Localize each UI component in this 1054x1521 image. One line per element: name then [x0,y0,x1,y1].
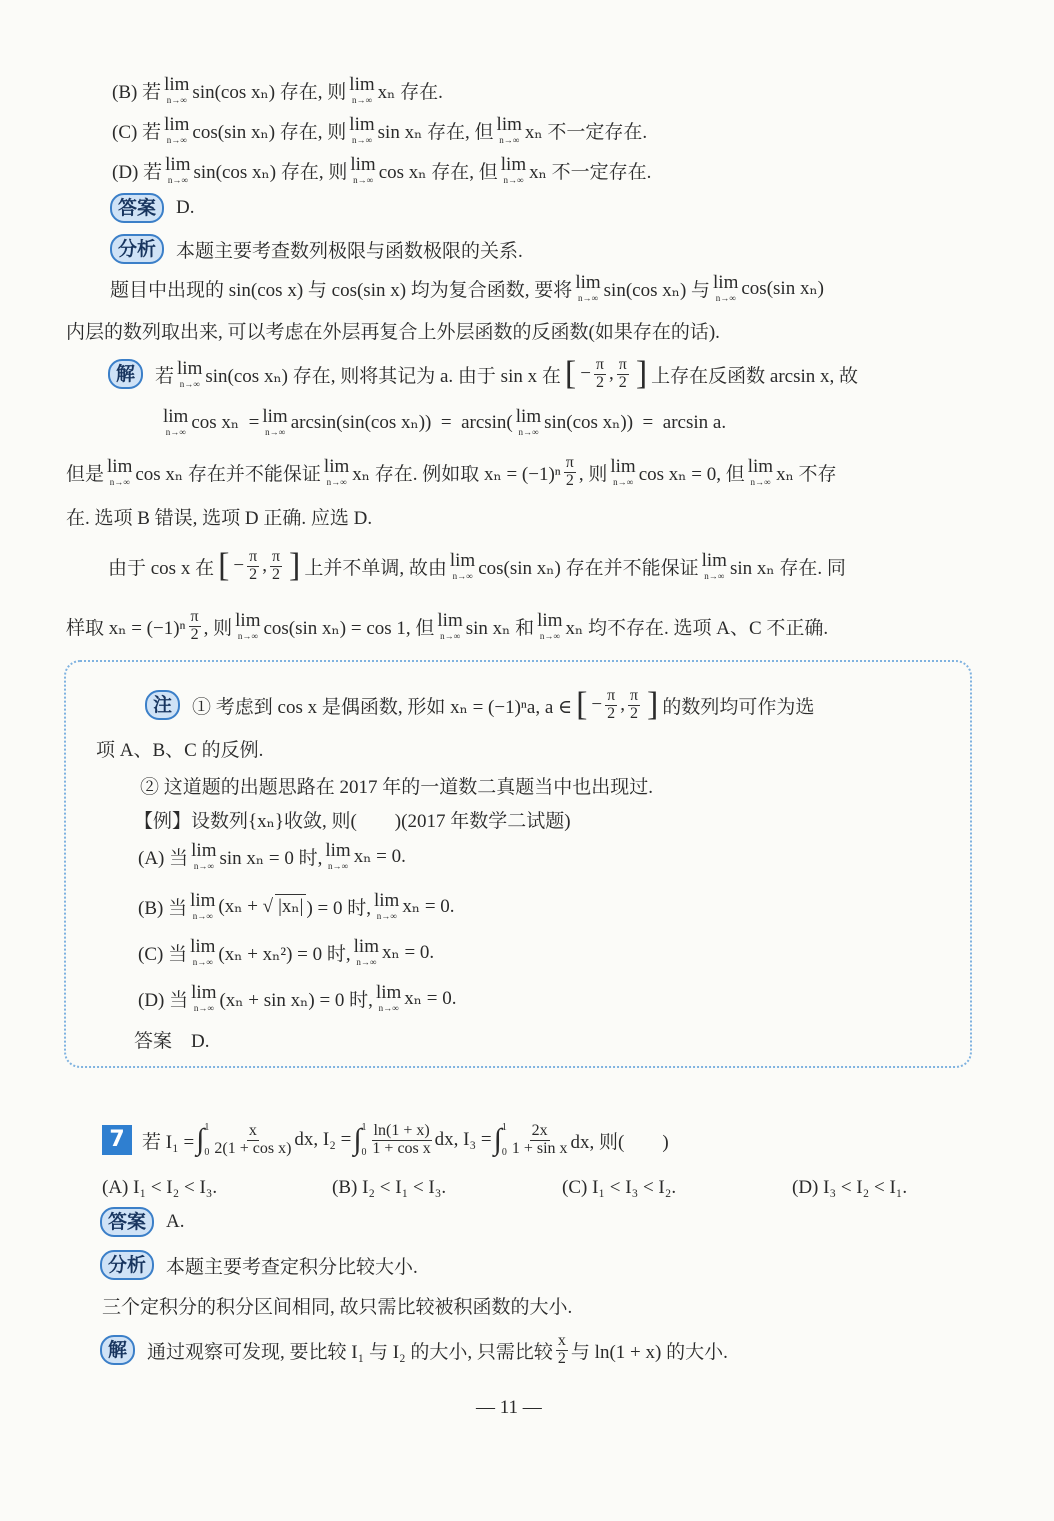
choice-option: (B) I₂ < I₁ < I₃. [332,1177,447,1198]
text-run: 本题主要考查数列极限与函数极限的关系. [176,240,523,262]
answer-line [110,186,195,230]
lim-word: lim [190,936,216,957]
option-c-line [112,108,647,152]
limit [437,611,462,641]
lim-subscript: n→∞ [518,427,539,437]
text-run: , 则 [203,617,233,639]
denominator: 2 [595,373,604,391]
denominator: 2 [565,471,574,489]
paragraph-line [110,266,824,310]
lim-subscript: n→∞ [352,135,372,145]
limit [748,457,773,487]
solution-line [100,1328,728,1372]
fraction [247,549,259,584]
text-run: — 11 — [476,1397,542,1418]
limit [354,937,379,967]
fraction [270,549,282,584]
text-run: dx, 则( ) [570,1131,669,1153]
example-option-d [138,976,456,1020]
limit [190,937,215,967]
numerator: π [271,547,281,565]
fraction [214,1123,291,1158]
text-run: 通过观察可发现, 要比较 I₁ 与 I₂ 的大小, 只需比较 [147,1341,553,1363]
text-run: cos(sin xₙ) 存在, 则 [192,121,347,143]
limit [349,115,374,145]
text-run: 【例】设数列{xₙ}收敛, 则( )(2017 年数学二试题) [134,810,571,832]
lim-word: lim [349,74,375,95]
lower-limit: 0 [204,1147,210,1158]
fraction [594,357,606,392]
text-run: sin xₙ 和 [465,617,535,639]
lim-subscript: n→∞ [378,1003,399,1013]
text-run: xₙ = 0. [402,895,455,917]
denominator: 2 [618,373,627,391]
limit [235,611,260,641]
lim-word: lim [537,610,563,631]
integral-limits [502,1122,507,1158]
lim-subscript: n→∞ [376,911,397,921]
text-run: (B) 若 [112,81,162,103]
integral-sign: ∫ [353,1123,362,1156]
text-run: D. [176,197,195,218]
lim-subscript: n→∞ [715,293,736,303]
limit [350,155,375,185]
lim-word: lim [191,840,217,861]
example-option-c [138,930,434,974]
denominator: 2(1 + cos x) [214,1139,292,1157]
text-run: arcsin(sin(cos xₙ)) = arcsin( [290,411,513,433]
bracket: [ [564,355,577,392]
lim-subscript: n→∞ [578,293,598,303]
text-run: 答案 D. [134,1030,210,1052]
example-answer [134,1017,209,1061]
numerator: π [595,355,604,373]
denominator: 2 [249,565,258,583]
lim-subscript: n→∞ [165,427,186,437]
limit [516,407,541,437]
text-run: (C) 当 [138,943,188,965]
text-run: (B) 当 [138,897,188,919]
lim-word: lim [350,154,376,175]
text-run: 的数列均可作为选 [662,696,815,718]
lower-limit: 0 [501,1147,507,1158]
integral [353,1122,366,1158]
limit [164,115,189,145]
lim-word: lim [262,406,288,427]
fraction [189,609,201,644]
choice-option: (D) I₃ < I₂ < I₁. [792,1177,908,1198]
paragraph-line [66,308,720,352]
limit [537,611,562,641]
lim-subscript: n→∞ [352,95,372,105]
text-run: xₙ 不一定存在. [529,161,652,183]
limit [165,155,190,185]
bracket: ] [635,355,648,392]
text-run: 上存在反函数 arcsin x, 故 [651,365,859,387]
integral-sign: ∫ [493,1123,502,1156]
text-run: sin xₙ = 0 时, [219,847,323,869]
text-run: (xₙ + xₙ²) = 0 时, [218,943,351,965]
example-option-a [138,834,406,878]
limit [376,983,401,1013]
text-run: 在. 选项 B 错误, 选项 D 正确. 应选 D. [66,507,373,529]
lim-word: lim [235,610,261,631]
problem-number-badge: 7 [102,1125,132,1155]
text-run: 若 I₁ = [142,1131,195,1153]
limit [177,359,202,389]
text-run: (D) 当 [138,989,189,1011]
text-run: sin(cos xₙ) 存在, 则 [192,81,347,103]
numerator: 2x [531,1121,548,1139]
text-run: xₙ 不存 [776,463,837,485]
choice-option: (A) I₁ < I₂ < I₃. [102,1177,218,1198]
radicand: |xₙ| [275,894,306,918]
equation-line [160,400,726,444]
numerator: x [557,1331,566,1349]
lim-subscript: n→∞ [503,175,524,185]
lim-word: lim [375,982,402,1003]
limit [349,75,374,105]
lim-subscript: n→∞ [265,427,285,437]
denominator: 2 [190,625,199,643]
numerator: π [565,453,574,471]
text-run: cos(sin xₙ) 存在并不能保证 [478,557,699,579]
lim-subscript: n→∞ [193,1003,214,1013]
text-run: (xₙ + √ [218,895,274,917]
note-line [145,683,814,727]
text-run: xₙ = 0. [353,845,406,867]
upper-limit: 1 [361,1122,367,1133]
text-run: sin(cos xₙ) 存在, 则 [193,161,348,183]
lim-subscript: n→∞ [750,477,771,487]
denominator: 2 [271,565,280,583]
text-run: cos xₙ 存在, 但 [378,161,498,183]
limit [713,273,738,303]
section-badge: 分析 [100,1250,154,1280]
lim-word: lim [374,890,400,911]
lim-word: lim [515,406,542,427]
limit [262,407,287,437]
text-run: cos xₙ = 0, 但 [638,463,745,485]
choice-option: (C) I₁ < I₃ < I₂. [562,1177,677,1198]
text-run: , [262,555,267,576]
text-run: sin xₙ 存在. 同 [729,557,846,579]
integral-sign: ∫ [196,1123,205,1156]
limit [191,983,216,1013]
text-run: cos xₙ = [191,411,260,433]
fraction [512,1123,568,1158]
lim-subscript: n→∞ [166,135,187,145]
section-badge: 解 [108,359,143,389]
lim-word: lim [575,272,601,293]
lim-word: lim [701,550,727,571]
lim-word: lim [325,840,351,861]
section-badge: 分析 [110,234,164,264]
text-run: ) = 0 时, [306,897,371,919]
lower-limit: 0 [361,1147,367,1158]
limit [163,407,188,437]
limit [702,551,727,581]
text-run: (C) 若 [112,121,162,143]
numerator: π [190,607,199,625]
bracket: [ [218,547,230,584]
text-run: ① 考虑到 cos x 是偶函数, 形如 xₙ = (−1)ⁿa, a ∈ [192,696,573,718]
lim-subscript: n→∞ [237,631,258,641]
text-run: cos xₙ 存在并不能保证 [135,463,321,485]
lim-word: lim [610,456,636,477]
fraction [605,688,617,723]
text-run: , [620,694,625,715]
lim-subscript: n→∞ [167,175,188,185]
lim-subscript: n→∞ [328,861,348,871]
section-badge: 答案 [110,193,164,223]
paragraph-line [102,1283,572,1327]
upper-limit: 1 [204,1122,210,1133]
paragraph-line [66,450,837,494]
lim-subscript: n→∞ [613,477,633,487]
integral-limits [204,1122,209,1158]
page-number [476,1386,542,1430]
limit [107,457,132,487]
example-option-b [138,884,455,928]
limit [191,841,216,871]
lim-subscript: n→∞ [499,135,520,145]
lim-word: lim [323,456,350,477]
limit [501,155,526,185]
section-badge: 注 [145,690,180,720]
lim-word: lim [353,936,379,957]
lim-subscript: n→∞ [109,477,130,487]
text-run: xₙ 不一定存在. [524,121,648,143]
numerator: π [618,355,627,373]
paragraph-line [66,494,372,538]
integral [196,1122,209,1158]
text-run: cos(sin xₙ) [741,277,824,299]
lim-word: lim [437,610,463,631]
lim-subscript: n→∞ [192,911,213,921]
text-run: 内层的数列取出来, 可以考虑在外层再复合上外层函数的反函数(如果存在的话). [66,321,720,343]
bracket: ] [289,547,301,584]
limit [450,551,475,581]
text-run: 由于 cos x 在 [108,557,215,579]
text-run: 三个定积分的积分区间相同, 故只需比较被积函数的大小. [102,1296,573,1318]
text-run: sin(cos xₙ)) = arcsin a. [544,411,727,433]
lim-word: lim [107,456,133,477]
limit [497,115,522,145]
lim-word: lim [164,74,190,95]
text-run: sin(cos xₙ) 与 [603,279,711,301]
text-run: 项 A、B、C 的反例. [96,739,264,761]
limit [575,273,600,303]
lim-word: lim [747,456,774,477]
lim-word: lim [713,272,739,293]
text-run: dx, I₃ = [434,1129,492,1150]
lim-subscript: n→∞ [193,861,214,871]
numerator: π [607,686,616,704]
text-run: − [580,363,591,384]
option-b-line [112,68,443,112]
fraction [564,455,576,490]
numerator: π [629,686,639,704]
text-run: xₙ = 0. [382,941,435,963]
analysis-line [100,1243,418,1287]
lim-subscript: n→∞ [166,95,187,105]
text-run: xₙ 存在. [377,81,443,103]
integral [494,1122,507,1158]
limit [325,841,350,871]
fraction [617,357,629,392]
limit [374,891,399,921]
problem-7-options [102,1166,1022,1210]
text-run: A. [166,1211,185,1232]
fraction [628,688,640,723]
lim-subscript: n→∞ [353,175,373,185]
lim-subscript: n→∞ [704,571,725,581]
lim-word: lim [500,154,527,175]
answer-line [100,1200,185,1244]
lim-subscript: n→∞ [326,477,347,487]
lim-word: lim [496,114,522,135]
limit [324,457,349,487]
lim-word: lim [349,114,375,135]
text-run: xₙ 存在. 例如取 xₙ = (−1)ⁿ [352,463,561,485]
text-run: 样取 xₙ = (−1)ⁿ [66,617,186,639]
text-run: , [608,363,614,384]
lim-subscript: n→∞ [440,631,461,641]
text-run: 若 [155,365,175,387]
lim-subscript: n→∞ [452,571,473,581]
paragraph-line [66,604,828,648]
numerator: ln(1 + x) [373,1121,430,1139]
denominator: 2 [629,704,638,722]
bracket: ] [647,686,659,723]
text-run: (A) 当 [138,847,189,869]
denominator: 1 + sin x [511,1139,568,1157]
text-run: xₙ 均不存在. 选项 A、C 不正确. [565,617,829,639]
lim-word: lim [190,890,216,911]
text-run: , 则 [578,463,608,485]
denominator: 1 + cos x [372,1139,431,1157]
text-run: (xₙ + sin xₙ) = 0 时, [219,989,373,1011]
numerator: π [249,547,258,565]
text-run: 但是 [66,463,105,485]
text-run: − [591,694,603,715]
denominator: 2 [557,1349,566,1367]
lim-word: lim [449,550,476,571]
lim-subscript: n→∞ [179,379,200,389]
limit [190,891,215,921]
text-run: xₙ = 0. [404,987,457,1009]
lim-word: lim [164,114,190,135]
fraction [556,1333,568,1368]
text-run: 上并不单调, 故由 [304,557,447,579]
upper-limit: 1 [501,1122,507,1133]
text-run: sin xₙ 存在, 但 [377,121,494,143]
lim-word: lim [165,154,191,175]
lim-subscript: n→∞ [192,957,213,967]
lim-subscript: n→∞ [356,957,377,967]
numerator: x [248,1121,257,1139]
text-run: − [233,555,245,576]
text-run: sin(cos xₙ) 存在, 则将其记为 a. 由于 sin x 在 [205,365,561,387]
limit [164,75,189,105]
denominator: 2 [607,704,616,722]
text-run: (D) 若 [112,161,163,183]
lim-word: lim [177,358,203,379]
choice-list [102,1177,1022,1199]
analysis-line [110,227,523,271]
lim-subscript: n→∞ [539,631,560,641]
text-run: ② 这道题的出题思路在 2017 年的一道数二真题当中也出现过. [140,776,654,798]
text-run: 题目中出现的 sin(cos x) 与 cos(sin x) 均为复合函数, 要将 [110,279,573,301]
section-badge: 解 [100,1335,135,1365]
integral-limits [362,1122,367,1158]
fraction [372,1123,432,1158]
solution-line [108,352,858,396]
text-run: cos(sin xₙ) = cos 1, 但 [263,617,435,639]
section-badge: 答案 [100,1207,154,1237]
text-run: dx, I₂ = [294,1129,352,1150]
text-run: 本题主要考查定积分比较大小. [166,1256,418,1278]
lim-word: lim [163,406,189,427]
paragraph-line [108,544,846,588]
bracket: [ [576,686,588,723]
lim-word: lim [191,982,217,1003]
limit [610,457,635,487]
text-run: 与 ln(1 + x) 的大小. [570,1341,728,1363]
problem-7-statement [102,1118,669,1162]
